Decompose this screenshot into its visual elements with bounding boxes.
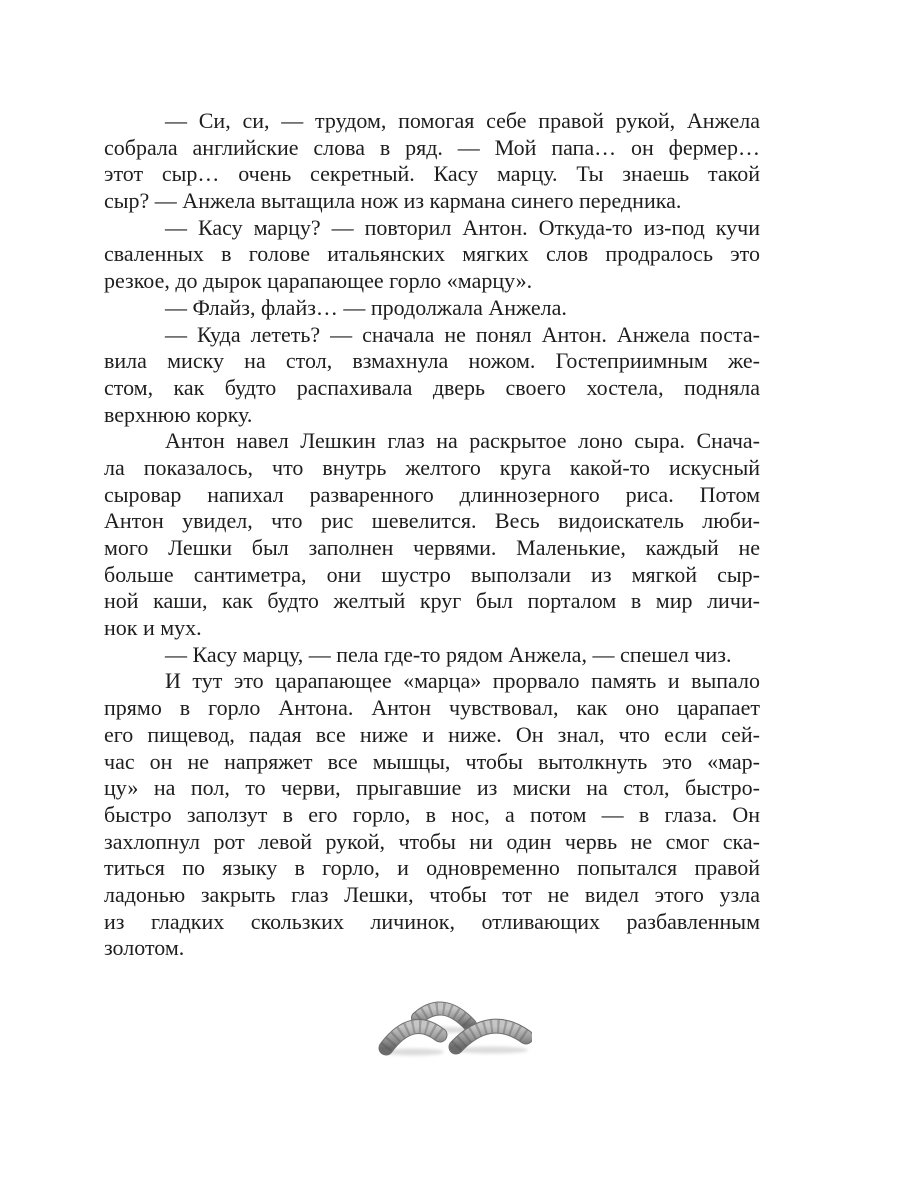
text-line: — Касу марцу? — повторил Антон. Откуда-то из-под кучи [165, 214, 760, 240]
text-line: сыр? — Анжела вытащила нож из кармана синего передника. [104, 188, 682, 214]
text-line: золотом. [104, 935, 185, 961]
text-line: — Си, си, — трудом, помогая себе правой рукой, Анжела [165, 108, 760, 133]
text-line: вила миску на стол, взмахнула ножом. Гостеприимным же- [104, 348, 760, 374]
maggots-illustration [372, 993, 532, 1063]
text-line: прямо в горло Антона. Антон чувствовал, как оно царапает [104, 695, 760, 721]
maggot-left-icon [386, 1027, 440, 1048]
text-block [104, 108, 760, 962]
text-line: быстро заползут в его горло, в нос, а потом — в глаза. Он [104, 801, 760, 827]
text-line: мого Лешки был заполнен червями. Маленькие, каждый не [104, 535, 760, 560]
text-line: захлопнул рот левой рукой, чтобы ни один червь не смог ска- [104, 828, 760, 854]
text-line: нок и мух. [104, 615, 202, 641]
text-line: верхнюю корку. [104, 401, 253, 427]
text-line: ла показалось, что внутрь желтого круга какой-то искусный [104, 454, 760, 480]
text-line: ной каши, как будто желтый круг был порталом в мир личи- [104, 588, 760, 614]
text-line: резкое, до дырок царапающее горло «марцу». [104, 268, 533, 294]
text-line: — Куда лететь? — сначала не понял Антон. Анжела поста- [165, 321, 760, 347]
maggot-right-icon [456, 1026, 526, 1047]
text-line: его пищевод, падая все ниже и ниже. Он знал, что если сей- [104, 721, 760, 747]
text-line: ладонью закрыть глаз Лешки, чтобы тот не видел этого узла [104, 881, 760, 907]
text-line: собрала английские слова в ряд. — Мой папа… он фермер… [104, 134, 760, 160]
text-line: Антон навел Лешкин глаз на раскрытое лоно сыра. Снача- [165, 428, 760, 454]
text-line: титься по языку в горло, и одновременно попытался правой [104, 855, 760, 881]
text-line: сыровар напихал разваренного длиннозерного риса. Потом [104, 481, 760, 507]
text-line: Антон увидел, что рис шевелится. Весь видоискатель люби- [104, 508, 760, 534]
text-line: сваленных в голове итальянских мягких слов продралось это [104, 241, 760, 267]
maggots-illustration-svg [372, 993, 532, 1063]
text-line: этот сыр… очень секретный. Касу марцу. Ты знаешь такой [104, 161, 760, 187]
text-line: стом, как будто распахивала дверь своего хостела, подняла [104, 374, 760, 400]
text-line: час он не напряжет все мышцы, чтобы вытолкнуть это «мар- [104, 748, 760, 774]
text-line: из гладких скользких личинок, отливающих разбавленным [104, 908, 760, 934]
text-line: И тут это царапающее «марца» прорвало память и выпало [165, 668, 760, 694]
text-line: — Касу марцу, — пела где-то рядом Анжела, — спешел чиз. [165, 641, 732, 667]
text-line: больше сантиметра, они шустро выползали из мягкой сыр- [104, 561, 760, 587]
text-line: — Флайз, флайз… — продолжала Анжела. [165, 294, 567, 320]
text-line: цу» на пол, то черви, прыгавшие из миски на стол, быстро- [104, 775, 760, 801]
